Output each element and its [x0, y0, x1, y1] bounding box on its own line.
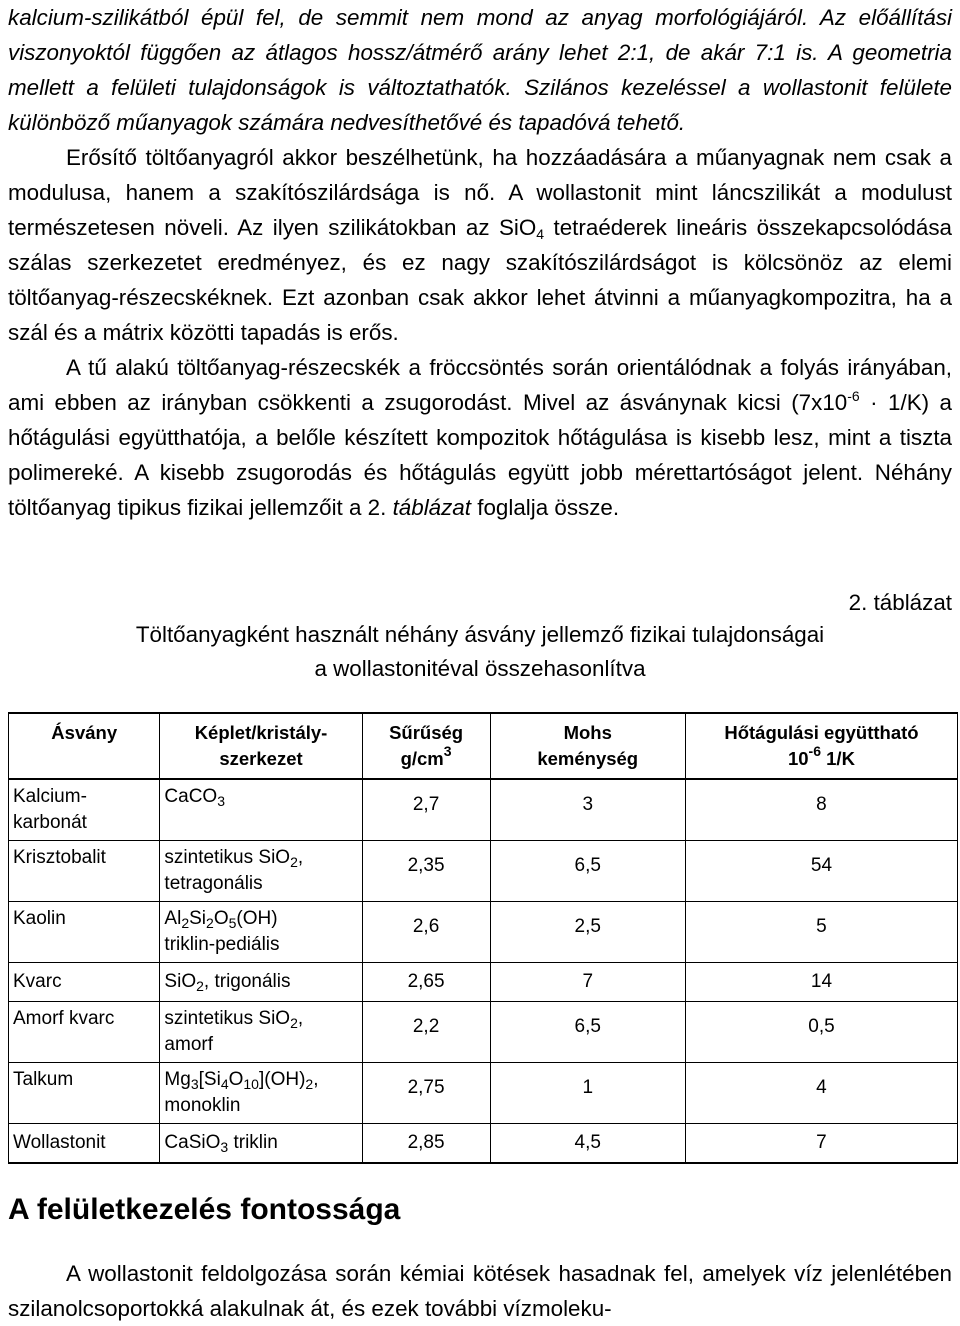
table-row	[9, 1002, 958, 1063]
header-density: Sűrűség $g/cm^3$	[362, 713, 490, 779]
cell-thermal: 0,5	[685, 1002, 957, 1063]
cell-density: 2,75	[362, 1063, 490, 1124]
table-row	[9, 963, 958, 1002]
cell-mohs: 7	[490, 963, 685, 1002]
cell-mohs: 1	[490, 1063, 685, 1124]
table-row	[9, 902, 958, 963]
cell-formula: szintetikus SiO$_2$, tetragonális	[160, 841, 362, 902]
cell-formula: CaCO$_3$	[160, 779, 362, 841]
table-row	[9, 1063, 958, 1124]
cell-thermal: 14	[685, 963, 957, 1002]
section-heading: A felületkezelés fontossága	[8, 1193, 401, 1226]
cell-mineral: Talkum	[9, 1063, 160, 1124]
cell-mineral: Kalcium-karbonát	[9, 779, 160, 841]
cell-formula: CaSiO$_3$ triklin	[160, 1124, 362, 1164]
cell-mohs: 6,5	[490, 841, 685, 902]
cell-formula: szintetikus SiO$_2$, amorf	[160, 1002, 362, 1063]
cell-thermal: 4	[685, 1063, 957, 1124]
table-row	[9, 1124, 958, 1164]
header-mineral: Ásvány	[9, 713, 160, 779]
header-formula: Képlet/kristály-szerkezet	[160, 713, 362, 779]
cell-mohs: 6,5	[490, 1002, 685, 1063]
cell-thermal: 8	[685, 779, 957, 841]
table-header-row	[9, 713, 958, 779]
cell-mineral: Kvarc	[9, 963, 160, 1002]
paragraph-3: A tű alakú töltőanyag-részecskék a fröccsöntés során orientálódnak a folyás irányában, ami ebben az irányban csökkenti a zsugorodást. Mivel az ásványnak kicsi $(7x10^{-6} \cdot 1/K)$ a hőtágulási együtthatója, a belőle készített kompozitok hőtágulása is kisebb lesz, mint a tiszta polimereké. A kisebb zsugorodás és hőtágulás együtt jobb mérettartóságot jelent. Néhány töltőanyag tipikus fizikai jellemzőit a 2. táblázat foglalja össze.	[8, 355, 953, 520]
cell-thermal: 54	[685, 841, 957, 902]
paragraph-final: A wollastonit feldolgozása során kémiai kötések hasadnak fel, amelyek víz jelenlétében szilanolcsoportokká alakulnak át, és ezek további vízmoleku-	[8, 1261, 952, 1321]
cell-density: 2,35	[362, 841, 490, 902]
table-label: 2. táblázat	[848, 590, 952, 615]
document-page	[8, 0, 953, 1321]
cell-mineral: Kaolin	[9, 902, 160, 963]
paragraph-1: kalcium-szilikátból épül fel, de semmit nem mond az anyag morfológiájáról. Az előállítási viszonyoktól függően az átlagos hossz/átmérő arány lehet 2:1, de akár 7:1 is. A geometria mellett a felületi tulajdonságok is változtathatók. Szilános kezeléssel a wollastonit felülete különböző műanyagok számára nedvesíthetővé és tapadóvá tehető.	[8, 5, 952, 135]
cell-thermal: 5	[685, 902, 957, 963]
cell-mohs: 2,5	[490, 902, 685, 963]
cell-density: 2,7	[362, 779, 490, 841]
minerals-table	[8, 712, 958, 1164]
cell-density: 2,85	[362, 1124, 490, 1164]
cell-mineral: Krisztobalit	[9, 841, 160, 902]
cell-formula: SiO$_2$, trigonális	[160, 963, 362, 1002]
cell-mineral: Amorf kvarc	[9, 1002, 160, 1063]
cell-formula: $Al_2Si_2O_5(OH)$ triklin-pediális	[160, 902, 362, 963]
table-title: Töltőanyagként használt néhány ásvány jellemző fizikai tulajdonságai a wollastonitéval összehasonlítva	[135, 622, 825, 681]
table-row	[9, 779, 958, 841]
table-row	[9, 841, 958, 902]
cell-mohs: 3	[490, 779, 685, 841]
paragraph-2: Erősítő töltőanyagról akkor beszélhetünk, ha hozzáadására a műanyagnak nem csak a modulusa, hanem a szakítószilárdsága is nő. A wollastonit mint láncszilikát a modulust természetesen növeli. Az ilyen szilikátokban az SiO$_4$ tetraéderek lineáris összekapcsolódása szálas szerkezetet eredményez, és ez nagy szakítószilárdságot is kölcsönöz az elemi töltőanyag-részecskéknek. Ezt azonban csak akkor lehet átvinni a műanyagkompozitra, ha a szál és a mátrix közötti tapadás is erős.	[8, 145, 952, 345]
header-thermal: Hőtágulási együttható $10^{-6}$ 1/K	[685, 713, 957, 779]
cell-density: 2,6	[362, 902, 490, 963]
cell-thermal: 7	[685, 1124, 957, 1164]
header-mohs: Mohs keménység	[490, 713, 685, 779]
cell-density: 2,2	[362, 1002, 490, 1063]
cell-formula: $Mg_3[Si_4O_{10}](OH)_2$, monoklin	[160, 1063, 362, 1124]
cell-mohs: 4,5	[490, 1124, 685, 1164]
cell-density: 2,65	[362, 963, 490, 1002]
cell-mineral: Wollastonit	[9, 1124, 160, 1164]
